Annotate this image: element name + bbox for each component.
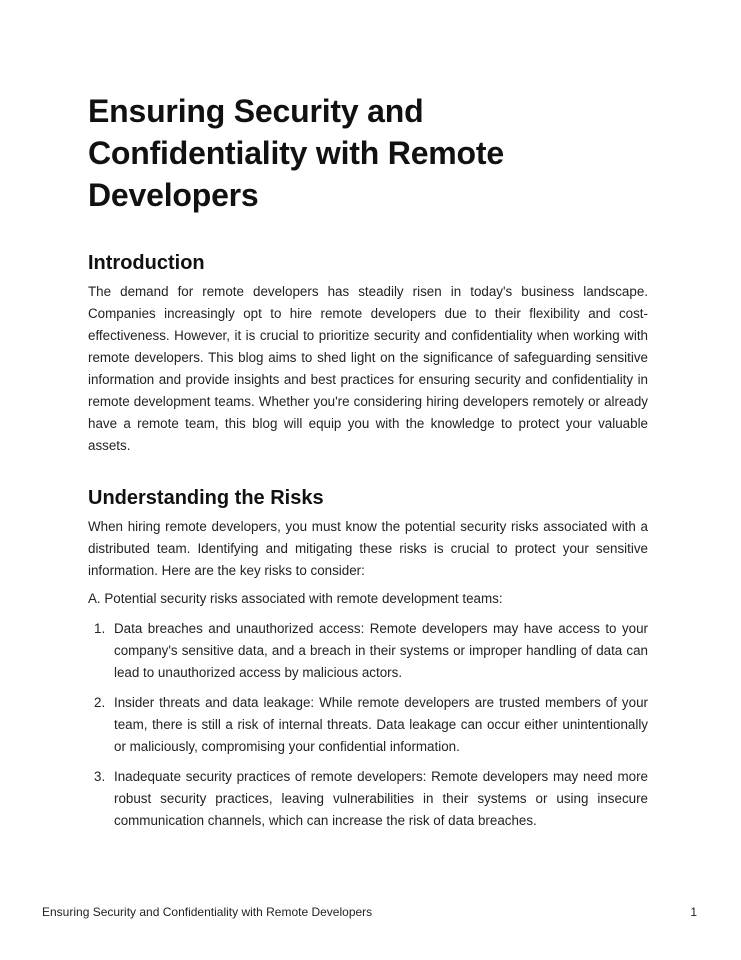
introduction-paragraph: The demand for remote developers has steadily risen in today's business landscape. Companies increasingly opt to hire remote developers due to their flexibility and cost-effectiveness. However, it is crucial to prioritize security and confidentiality when working with remote developers. This blog aims to shed light on the significance of safeguarding sensitive information and provide insights and best practices for ensuring security and confidentiality in remote development teams. Whether you're considering hiring developers remotely or already have a remote team, this blog will equip you with the knowledge to protect your valuable assets.	[88, 284, 648, 453]
list-item-number: 2.	[94, 695, 106, 710]
list-item	[88, 766, 648, 832]
list-item	[88, 618, 648, 684]
section-heading-introduction: Introduction	[88, 252, 205, 274]
list-item	[88, 692, 648, 758]
list-item-number: 3.	[94, 769, 106, 784]
list-item-text: Data breaches and unauthorized access: Remote developers may have access to your company's sensitive data, and a breach in their systems or improper handling of data can lead to unauthorized access by malicious actors.	[114, 621, 648, 680]
risks-subheading: A. Potential security risks associated with remote development teams:	[88, 591, 503, 606]
list-item-number: 1.	[94, 621, 106, 636]
risks-list	[88, 618, 648, 832]
list-item-text: Inadequate security practices of remote developers: Remote developers may need more robust security practices, leaving vulnerabilities in their systems or using insecure communication channels, which can increase the risk of data breaches.	[114, 769, 648, 828]
section-heading-understanding-risks: Understanding the Risks	[88, 487, 324, 509]
page-content	[88, 90, 648, 840]
list-item-text: Insider threats and data leakage: While remote developers are trusted members of your team, there is still a risk of internal threats. Data leakage can occur either unintentionally or maliciously, compromising your confidential information.	[114, 695, 648, 754]
document-title: Ensuring Security and Confidentiality with Remote Developers	[88, 93, 504, 213]
risks-paragraph: When hiring remote developers, you must know the potential security risks associated with a distributed team. Identifying and mitigating these risks is crucial to protect your sensitive information. Here are the key risks to consider:	[88, 519, 648, 578]
footer-title: Ensuring Security and Confidentiality with Remote Developers	[42, 905, 373, 919]
footer-page-number: 1	[690, 905, 697, 919]
